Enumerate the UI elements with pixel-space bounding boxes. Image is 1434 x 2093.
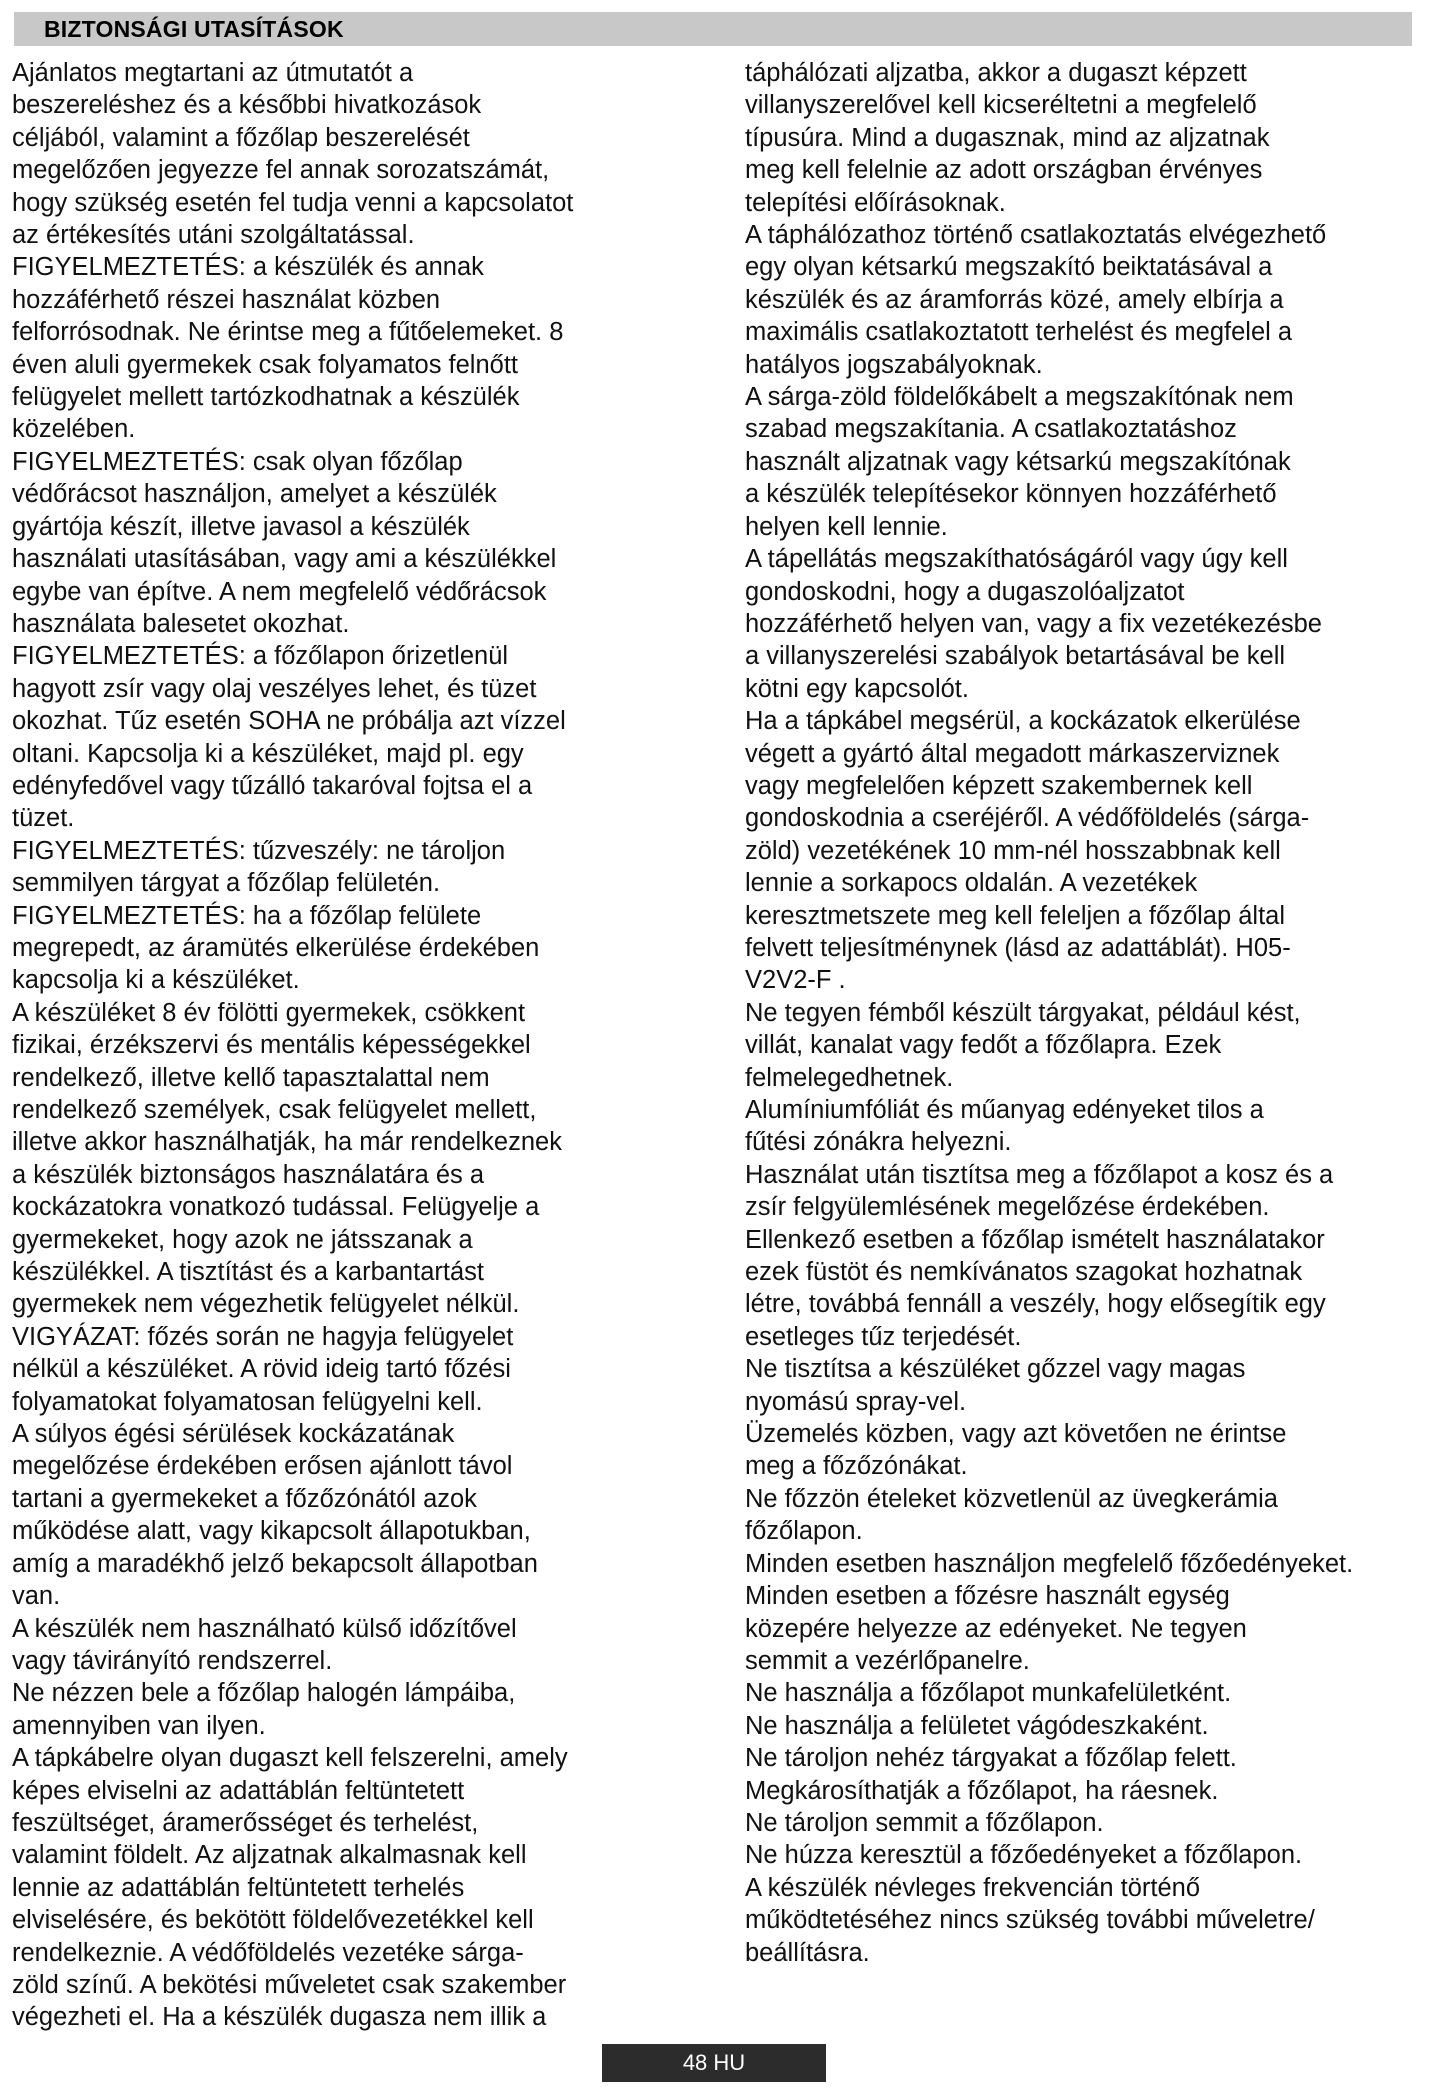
paragraph: VIGYÁZAT: főzés során ne hagyja felügyelet nélkül a készüléket. A rövid ideig tartó főzési folyamatokat folyamatosan felügyelni kell.: [12, 1322, 514, 1416]
paragraph: Minden esetben a főzésre használt egység közepére helyezze az edényeket. Ne tegyen semmit a vezérlőpanelre.: [745, 1582, 1247, 1675]
paragraph: Ne tároljon nehéz tárgyakat a főzőlap felett. Megkárosíthatják a főzőlapot, ha ráesnek.: [745, 1744, 1237, 1805]
paragraph: A tápellátás megszakíthatóságáról vagy úgy kell gondoskodni, hogy a dugaszolóaljzatot hozzáférhető helyen van, vagy a fix vezetékezésbe a villanyszerelési szabályok betartásával be kell kötni egy kapcsolót.: [745, 545, 1322, 703]
paragraph: Alumíniumfóliát és műanyag edényeket tilos a fűtési zónákra helyezni.: [745, 1096, 1264, 1157]
paragraph: Használat után tisztítsa meg a főzőlapot a kosz és a zsír felgyülemlésének megelőzése érdekében.: [745, 1160, 1334, 1222]
right-text-column: [745, 57, 1425, 1969]
paragraph: A tápkábelre olyan dugaszt kell felszerelni, amely képes elviselni az adattáblán feltüntetett feszültséget, áramerősséget és terhelést, valamint földelt. Az aljzatnak alkalmasnak kell lennie az adattáblán feltüntetett terhelés elviselésére, és bekötött földelővezetékkel kell rendelkeznie. A védőföldelés vezetéke sárga- zöld színű. A bekötési műveletet csak szakember végezheti el. Ha a készülék dugasza nem illik a: [12, 1744, 568, 2032]
paragraph: FIGYELMEZTETÉS: a főzőlapon őrizetlenül hagyott zsír vagy olaj veszélyes lehet, és tüzet okozhat. Tűz esetén SOHA ne próbálja azt vízzel oltani. Kapcsolja ki a készüléket, majd pl. egy edényfedővel vagy tűzálló takaróval fojtsa el a tüzet.: [12, 642, 566, 833]
paragraph: Minden esetben használjon megfelelő főzőedényeket.: [745, 1549, 1354, 1578]
paragraph: A sárga-zöld földelőkábelt a megszakítónak nem szabad megszakítania. A csatlakoztatáshoz használt aljzatnak vagy kétsarkú megszakítónak a készülék telepítésekor könnyen hozzáférhető helyen kell lennie.: [745, 383, 1294, 541]
left-text-column: [12, 57, 692, 2034]
paragraph: A készülék nem használható külső időzítővel vagy távirányító rendszerrel.: [12, 1614, 517, 1675]
page-number-badge: 48 HU: [602, 2044, 826, 2082]
paragraph: Ne tisztítsa a készüléket gőzzel vagy magas nyomású spray-vel.: [745, 1355, 1246, 1416]
paragraph: A készülék névleges frekvencián történő működtetéséhez nincs szükség további műveletre/ beállításra.: [745, 1873, 1315, 1967]
paragraph: FIGYELMEZTETÉS: a készülék és annak hozzáférhető részei használat közben felforrósodnak. Ne érintse meg a fűtőelemeket. 8 éven aluli gyermekek csak folyamatos felnőtt felügyelet mellett tartózkodhatnak a készülék közelében.: [12, 253, 564, 444]
paragraph: Ne használja a főzőlapot munkafelületként.: [745, 1679, 1232, 1708]
paragraph: Ne húzza keresztül a főzőedényeket a főzőlapon.: [745, 1841, 1303, 1870]
paragraph: A táphálózathoz történő csatlakoztatás elvégezhető egy olyan kétsarkú megszakító beiktatásával a készülék és az áramforrás közé, amely elbírja a maximális csatlakoztatott terhelést és megfelel a hatályos jogszabályoknak.: [745, 221, 1327, 379]
paragraph: FIGYELMEZTETÉS: csak olyan főzőlap védőrácsot használjon, amelyet a készülék gyártója készít, illetve javasol a készülék használati utasításában, vagy ami a készülékkel egybe van építve. A nem megfelelő védőrácsok használata balesetet okozhat.: [12, 447, 557, 638]
paragraph: Ne tegyen fémből készült tárgyakat, például kést, villát, kanalat vagy fedőt a főzőlapra. Ezek felmelegedhetnek.: [745, 998, 1301, 1092]
paragraph: Ellenkező esetben a főzőlap ismételt használatakor ezek füstöt és nemkívánatos szagokat hozhatnak létre, továbbá fennáll a veszély, hogy elősegítik egy esetleges tűz terjedését.: [745, 1225, 1326, 1351]
section-header-bar: [14, 12, 1412, 46]
paragraph: A készüléket 8 év fölötti gyermekek, csökkent fizikai, érzékszervi és mentális képességekkel rendelkező, illetve kellő tapasztalattal nem rendelkező személyek, csak felügyelet mellett, illetve akkor használhatják, ha már rendelkeznek a készülék biztonságos használatára és a kockázatokra vonatkozó tudással. Felügyelje a gyermekeket, hogy azok ne játsszanak a készülékkel. A tisztítást és a karbantartást gyermekek nem végezhetik felügyelet nélkül.: [12, 998, 562, 1319]
paragraph: Ajánlatos megtartani az útmutatót a beszereléshez és a későbbi hivatkozások céljából, valamint a főzőlap beszerelését megelőzően jegyezze fel annak sorozatszámát, hogy szükség esetén fel tudja venni a kapcsolatot az értékesítés utáni szolgáltatással.: [12, 59, 574, 250]
paragraph: FIGYELMEZTETÉS: ha a főzőlap felülete megrepedt, az áramütés elkerülése érdekében kapcsolja ki a készüléket.: [12, 901, 540, 995]
section-title: BIZTONSÁGI UTASÍTÁSOK: [44, 16, 344, 42]
paragraph: A súlyos égési sérülések kockázatának megelőzése érdekében erősen ajánlott távol tartani a gyermekeket a főzőzónától azok működése alatt, vagy kikapcsolt állapotukban, amíg a maradékhő jelző bekapcsolt állapotban van.: [12, 1420, 538, 1611]
paragraph: Üzemelés közben, vagy azt követően ne érintse meg a főzőzónákat.: [745, 1420, 1287, 1481]
paragraph: táphálózati aljzatba, akkor a dugaszt képzett villanyszerelővel kell kicseréltetni a megfelelő típusúra. Mind a dugasznak, mind az aljzatnak meg kell felelnie az adott országban érvényes telepítési előírásoknak.: [745, 59, 1270, 217]
paragraph: Ne használja a felületet vágódeszkaként.: [745, 1711, 1209, 1740]
paragraph: Ha a tápkábel megsérül, a kockázatok elkerülése végett a gyártó által megadott márkaszerviznek vagy megfelelően képzett szakembernek kell gondoskodnia a cseréjéről. A védőföldelés (sárga- zöld) vezetékének 10 mm-nél hosszabbnak kell lennie a sorkapocs oldalán. A vezetékek keresztmetszete meg kell feleljen a főzőlap által felvett teljesítménynek (lásd az adattáblát). H05- V2V2-F .: [745, 707, 1310, 995]
paragraph: Ne főzzön ételeket közvetlenül az üvegkerámia főzőlapon.: [745, 1484, 1278, 1546]
paragraph: FIGYELMEZTETÉS: tűzveszély: ne tároljon semmilyen tárgyat a főzőlap felületén.: [12, 836, 506, 898]
paragraph: Ne nézzen bele a főzőlap halogén lámpáiba, amennyiben van ilyen.: [12, 1679, 516, 1740]
paragraph: Ne tároljon semmit a főzőlapon.: [745, 1808, 1104, 1837]
